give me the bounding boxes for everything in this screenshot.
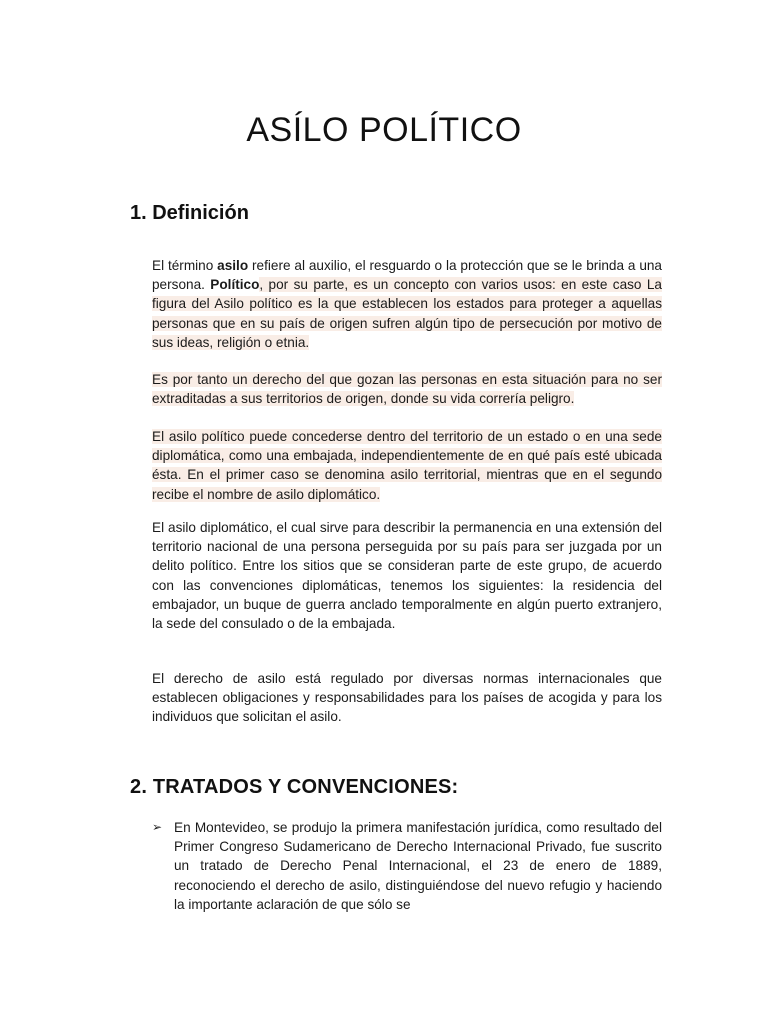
list-item [152,818,662,914]
paragraph-1-text-a: El término [152,258,218,273]
section-heading-tratados: 2. TRATADOS Y CONVENCIONES: [130,776,459,798]
paragraph-1 [152,256,662,352]
document-title: ASÍLO POLÍTICO [246,110,522,149]
paragraph-2 [152,370,662,408]
paragraph-1-highlight: , por su parte, es un concepto con varios usos: en este caso La figura del Asilo político es la que establecen los estados para proteger a aquellas personas que en su país de origen sufren algún tipo de persecución por motivo de sus ideas, religión o etnia. [152,277,662,350]
paragraph-3-text: El asilo político puede concederse dentro del territorio de un estado o en una sede diplomática, como una embajada, independientemente de en qué país esté ubicada ésta. En el primer caso se denomina asilo territorial, mientras que en el segundo recibe el nombre de asilo diplomático. [152,429,662,502]
section-heading-definicion: 1. Definición [130,202,249,224]
paragraph-1-text-b: refiere al auxilio, el resguardo o la protección que se le brinda a una persona. [152,258,662,293]
bullet-text: En Montevideo, se produjo la primera manifestación jurídica, como resultado del Primer Congreso Sudamericano de Derecho Internacional Privado, fue suscrito un tratado de Derecho Penal Internacional, el 23 de enero de 1889, reconociendo el derecho de asilo, distinguiéndose del nuevo refugio y haciendo la importante aclaración de que sólo se [174,820,662,912]
bullet-list [152,818,662,914]
term-asilo: asilo [217,258,249,273]
paragraph-2-text: Es por tanto un derecho del que gozan las personas en esta situación para no ser extraditadas a sus territorios de origen, donde su vida correría peligro. [152,372,662,407]
arrow-bullet-icon: ➢ [152,820,163,834]
paragraph-5: El derecho de asilo está regulado por diversas normas internacionales que establecen obligaciones y responsabilidades para los países de acogida y para los individuos que solicitan el asilo. [152,671,662,725]
paragraph-4: El asilo diplomático, el cual sirve para describir la permanencia en una extensión del territorio nacional de una persona perseguida por su país para ser juzgada por un delito político. Entre los sitios que se consideran parte de este grupo, de acuerdo con las convenciones diplomáticas, tenemos los siguientes: la residencia del embajador, un buque de guerra anclado temporalmente en algún puerto extranjero, la sede del consulado o de la embajada. [152,520,662,632]
term-politico: Político [210,277,260,293]
paragraph-3 [152,427,662,504]
